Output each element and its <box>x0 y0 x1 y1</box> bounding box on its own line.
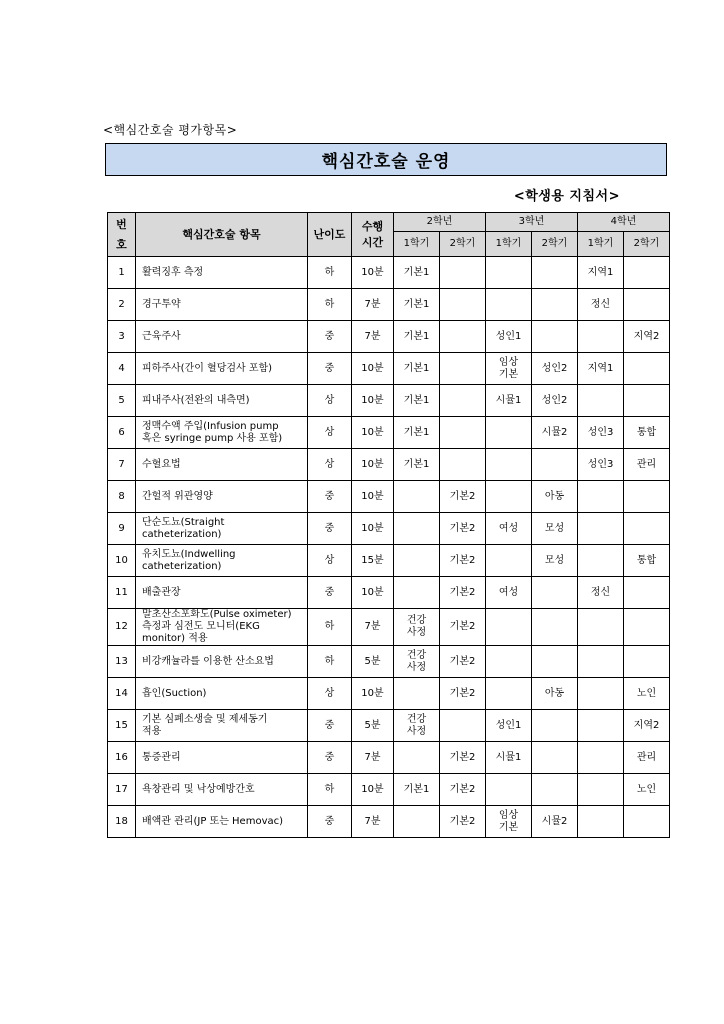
term-cell <box>486 609 532 646</box>
term-cell <box>532 449 578 481</box>
difficulty-cell: 중 <box>308 481 352 513</box>
page-title: 핵심간호술 운영 <box>105 143 667 176</box>
term-cell: 성인3 <box>578 449 624 481</box>
header-year-3: 3학년 <box>486 213 578 232</box>
difficulty-cell: 상 <box>308 545 352 577</box>
table-row <box>108 545 670 577</box>
term-cell: 여성 <box>486 513 532 545</box>
skill-name: 통증관리 <box>136 742 308 774</box>
term-cell: 지역2 <box>624 710 670 742</box>
term-cell <box>486 678 532 710</box>
term-cell <box>440 417 486 449</box>
term-cell: 기본1 <box>394 289 440 321</box>
term-cell <box>532 710 578 742</box>
skill-name: 근육주사 <box>136 321 308 353</box>
term-cell: 통합 <box>624 545 670 577</box>
term-cell <box>578 513 624 545</box>
term-cell <box>532 774 578 806</box>
term-cell: 노인 <box>624 678 670 710</box>
duration-cell: 7분 <box>352 806 394 838</box>
duration-cell: 15분 <box>352 545 394 577</box>
skills-table <box>107 212 670 838</box>
term-cell: 기본1 <box>394 417 440 449</box>
duration-cell: 10분 <box>352 774 394 806</box>
term-cell: 기본2 <box>440 678 486 710</box>
page-subtitle: <학생용 지침서> <box>513 189 620 204</box>
term-cell <box>578 481 624 513</box>
duration-cell: 10분 <box>352 417 394 449</box>
skill-name: 배출관장 <box>136 577 308 609</box>
table-row <box>108 806 670 838</box>
term-cell <box>624 353 670 385</box>
skill-name: 배액관 관리(JP 또는 Hemovac) <box>136 806 308 838</box>
term-cell: 지역1 <box>578 353 624 385</box>
term-cell: 정신 <box>578 577 624 609</box>
skill-name: 수혈요법 <box>136 449 308 481</box>
term-cell <box>624 609 670 646</box>
duration-cell: 10분 <box>352 481 394 513</box>
duration-cell: 7분 <box>352 742 394 774</box>
row-number: 2 <box>108 289 136 321</box>
term-cell <box>532 257 578 289</box>
term-cell: 임상 기본 <box>486 806 532 838</box>
term-cell <box>486 774 532 806</box>
skill-name: 경구투약 <box>136 289 308 321</box>
difficulty-cell: 중 <box>308 353 352 385</box>
term-cell: 기본2 <box>440 806 486 838</box>
row-number: 1 <box>108 257 136 289</box>
term-cell <box>486 481 532 513</box>
term-cell <box>394 806 440 838</box>
term-cell <box>578 710 624 742</box>
difficulty-cell: 중 <box>308 710 352 742</box>
table-row <box>108 417 670 449</box>
header-skill: 핵심간호술 항목 <box>136 213 308 257</box>
row-number: 4 <box>108 353 136 385</box>
term-cell <box>532 609 578 646</box>
term-cell <box>624 385 670 417</box>
term-cell: 관리 <box>624 742 670 774</box>
difficulty-cell: 하 <box>308 257 352 289</box>
term-cell: 건강 사정 <box>394 609 440 646</box>
term-cell <box>578 646 624 678</box>
term-cell <box>578 385 624 417</box>
header-number: 번호 <box>108 213 136 257</box>
term-cell: 모성 <box>532 513 578 545</box>
term-cell <box>578 545 624 577</box>
table-row <box>108 289 670 321</box>
row-number: 6 <box>108 417 136 449</box>
term-cell <box>532 321 578 353</box>
term-cell: 임상 기본 <box>486 353 532 385</box>
term-cell <box>532 742 578 774</box>
skill-name: 비강캐뉼라를 이용한 산소요법 <box>136 646 308 678</box>
skill-name: 욕창관리 및 낙상예방간호 <box>136 774 308 806</box>
skill-name: 말초산소포화도(Pulse oximeter) 측정과 심전도 모니터(EKG monitor) 적용 <box>136 609 308 646</box>
skill-name: 흡인(Suction) <box>136 678 308 710</box>
term-cell <box>486 449 532 481</box>
term-cell <box>394 742 440 774</box>
term-cell: 시뮬2 <box>532 806 578 838</box>
skill-name: 간헐적 위관영양 <box>136 481 308 513</box>
duration-cell: 7분 <box>352 609 394 646</box>
term-cell <box>532 577 578 609</box>
header-year-2: 2학년 <box>394 213 486 232</box>
term-cell <box>578 678 624 710</box>
skill-name: 단순도뇨(Straight catheterization) <box>136 513 308 545</box>
row-number: 18 <box>108 806 136 838</box>
term-cell <box>624 289 670 321</box>
term-cell: 기본2 <box>440 481 486 513</box>
term-cell <box>486 646 532 678</box>
table-row <box>108 481 670 513</box>
term-cell <box>486 545 532 577</box>
duration-cell: 10분 <box>352 577 394 609</box>
term-cell: 기본2 <box>440 513 486 545</box>
header-term: 1학기 <box>394 232 440 257</box>
term-cell <box>578 609 624 646</box>
duration-cell: 10분 <box>352 385 394 417</box>
row-number: 10 <box>108 545 136 577</box>
duration-cell: 7분 <box>352 321 394 353</box>
duration-cell: 7분 <box>352 289 394 321</box>
term-cell: 기본2 <box>440 646 486 678</box>
duration-cell: 10분 <box>352 257 394 289</box>
term-cell: 지역1 <box>578 257 624 289</box>
duration-cell: 5분 <box>352 710 394 742</box>
row-number: 3 <box>108 321 136 353</box>
term-cell: 노인 <box>624 774 670 806</box>
term-cell: 기본2 <box>440 774 486 806</box>
row-number: 14 <box>108 678 136 710</box>
skill-name: 정맥수액 주입(Infusion pump 혹은 syringe pump 사용 포함) <box>136 417 308 449</box>
page-label: <핵심간호술 평가항목> <box>103 123 238 137</box>
difficulty-cell: 중 <box>308 742 352 774</box>
table-header <box>108 213 670 257</box>
term-cell <box>624 513 670 545</box>
term-cell: 기본1 <box>394 321 440 353</box>
row-number: 17 <box>108 774 136 806</box>
table-row <box>108 678 670 710</box>
row-number: 7 <box>108 449 136 481</box>
term-cell: 관리 <box>624 449 670 481</box>
table-row <box>108 577 670 609</box>
term-cell <box>394 513 440 545</box>
duration-cell: 10분 <box>352 449 394 481</box>
skill-name: 유치도뇨(Indwelling catheterization) <box>136 545 308 577</box>
term-cell: 여성 <box>486 577 532 609</box>
difficulty-cell: 하 <box>308 774 352 806</box>
term-cell <box>578 806 624 838</box>
term-cell <box>440 385 486 417</box>
term-cell <box>440 449 486 481</box>
term-cell: 기본1 <box>394 257 440 289</box>
skill-name: 기본 심폐소생술 및 제세동기 적용 <box>136 710 308 742</box>
term-cell <box>440 710 486 742</box>
duration-cell: 5분 <box>352 646 394 678</box>
term-cell <box>440 353 486 385</box>
difficulty-cell: 하 <box>308 646 352 678</box>
term-cell: 건강 사정 <box>394 710 440 742</box>
difficulty-cell: 하 <box>308 289 352 321</box>
term-cell: 시뮬1 <box>486 385 532 417</box>
header-term: 2학기 <box>624 232 670 257</box>
term-cell <box>532 646 578 678</box>
term-cell <box>440 289 486 321</box>
term-cell <box>394 577 440 609</box>
table-row <box>108 321 670 353</box>
skill-name: 피하주사(간이 혈당검사 포함) <box>136 353 308 385</box>
term-cell: 기본2 <box>440 545 486 577</box>
difficulty-cell: 중 <box>308 806 352 838</box>
table-row <box>108 513 670 545</box>
term-cell <box>440 321 486 353</box>
header-difficulty: 난이도 <box>308 213 352 257</box>
term-cell: 기본1 <box>394 353 440 385</box>
row-number: 16 <box>108 742 136 774</box>
table-row <box>108 385 670 417</box>
table-row <box>108 646 670 678</box>
duration-cell: 10분 <box>352 513 394 545</box>
term-cell <box>532 289 578 321</box>
header-term: 1학기 <box>486 232 532 257</box>
term-cell <box>394 481 440 513</box>
term-cell <box>394 678 440 710</box>
header-term: 2학기 <box>532 232 578 257</box>
term-cell <box>486 289 532 321</box>
term-cell: 성인3 <box>578 417 624 449</box>
table-row <box>108 710 670 742</box>
term-cell: 건강 사정 <box>394 646 440 678</box>
row-number: 9 <box>108 513 136 545</box>
term-cell <box>624 646 670 678</box>
term-cell <box>578 742 624 774</box>
difficulty-cell: 하 <box>308 609 352 646</box>
term-cell: 모성 <box>532 545 578 577</box>
term-cell: 아동 <box>532 678 578 710</box>
term-cell: 성인2 <box>532 353 578 385</box>
table-row <box>108 609 670 646</box>
term-cell <box>624 806 670 838</box>
difficulty-cell: 중 <box>308 577 352 609</box>
term-cell: 성인2 <box>532 385 578 417</box>
difficulty-cell: 상 <box>308 417 352 449</box>
term-cell: 기본1 <box>394 449 440 481</box>
table-row <box>108 353 670 385</box>
header-duration: 수행시간 <box>352 213 394 257</box>
term-cell: 정신 <box>578 289 624 321</box>
table-body <box>108 257 670 838</box>
term-cell <box>440 257 486 289</box>
term-cell: 지역2 <box>624 321 670 353</box>
table-row <box>108 742 670 774</box>
term-cell <box>394 545 440 577</box>
row-number: 13 <box>108 646 136 678</box>
table-row <box>108 774 670 806</box>
term-cell: 기본2 <box>440 609 486 646</box>
row-number: 15 <box>108 710 136 742</box>
term-cell: 기본1 <box>394 385 440 417</box>
difficulty-cell: 중 <box>308 321 352 353</box>
term-cell: 기본2 <box>440 742 486 774</box>
table-row <box>108 257 670 289</box>
term-cell <box>624 577 670 609</box>
term-cell <box>486 417 532 449</box>
difficulty-cell: 상 <box>308 449 352 481</box>
term-cell: 기본2 <box>440 577 486 609</box>
header-term: 2학기 <box>440 232 486 257</box>
header-year-4: 4학년 <box>578 213 670 232</box>
term-cell: 통합 <box>624 417 670 449</box>
term-cell <box>486 257 532 289</box>
skill-name: 활력징후 측정 <box>136 257 308 289</box>
term-cell: 시뮬2 <box>532 417 578 449</box>
skill-name: 피내주사(전완의 내측면) <box>136 385 308 417</box>
duration-cell: 10분 <box>352 678 394 710</box>
duration-cell: 10분 <box>352 353 394 385</box>
term-cell <box>624 257 670 289</box>
term-cell: 성인1 <box>486 321 532 353</box>
difficulty-cell: 상 <box>308 385 352 417</box>
row-number: 8 <box>108 481 136 513</box>
term-cell <box>624 481 670 513</box>
term-cell: 아동 <box>532 481 578 513</box>
header-term: 1학기 <box>578 232 624 257</box>
term-cell <box>578 321 624 353</box>
row-number: 5 <box>108 385 136 417</box>
table-row <box>108 449 670 481</box>
difficulty-cell: 중 <box>308 513 352 545</box>
term-cell: 기본1 <box>394 774 440 806</box>
difficulty-cell: 상 <box>308 678 352 710</box>
row-number: 11 <box>108 577 136 609</box>
term-cell: 시뮬1 <box>486 742 532 774</box>
term-cell: 성인1 <box>486 710 532 742</box>
row-number: 12 <box>108 609 136 646</box>
term-cell <box>578 774 624 806</box>
